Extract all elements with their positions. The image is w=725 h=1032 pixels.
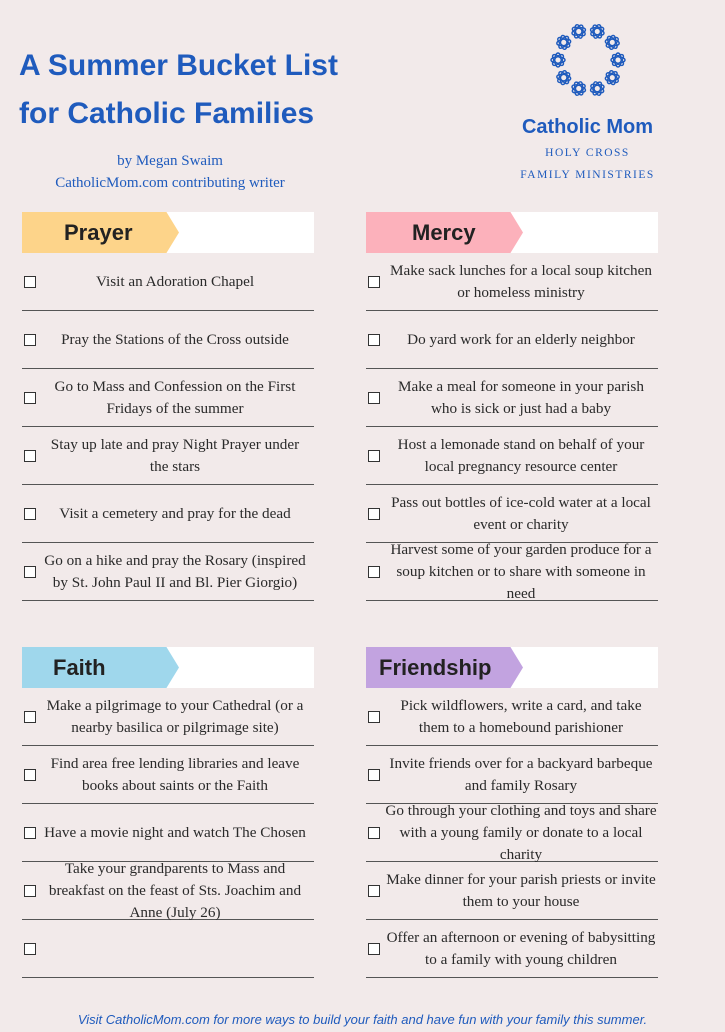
title-line-1: A Summer Bucket List	[19, 49, 338, 82]
checklist-item	[366, 427, 658, 485]
section-banner	[22, 212, 314, 253]
section-label: Friendship	[379, 655, 492, 680]
author: by Megan Swaim	[117, 153, 223, 169]
checklist-item	[22, 253, 314, 311]
checkbox[interactable]	[368, 508, 380, 520]
checkbox[interactable]	[24, 885, 36, 897]
item-text: Find area free lending libraries and leave books about saints or the Faith	[50, 754, 300, 794]
checkbox[interactable]	[368, 827, 380, 839]
checklist	[22, 688, 314, 978]
checklist-item	[22, 427, 314, 485]
item-text: Do yard work for an elderly neighbor	[407, 330, 635, 348]
checklist-item	[366, 746, 658, 804]
checklist-item	[366, 801, 658, 863]
author-role: CatholicMom.com contributing writer	[55, 175, 285, 191]
item-text: Harvest some of your garden produce for a soup kitchen or to share with someone in need	[390, 540, 652, 602]
checkbox[interactable]	[368, 943, 380, 955]
checklist-item	[22, 485, 314, 543]
title-line-2: for Catholic Families	[19, 97, 315, 130]
item-text: Visit an Adoration Chapel	[95, 272, 255, 290]
logo-subtitle-1: HOLY CROSS	[545, 147, 630, 159]
checkbox[interactable]	[24, 827, 36, 839]
checklist-item	[22, 746, 314, 804]
checklist-item	[366, 311, 658, 369]
checkbox[interactable]	[24, 334, 36, 346]
item-text: Go on a hike and pray the Rosary (inspired by St. John Paul II and Bl. Pier Giorgio)	[44, 551, 306, 591]
item-text: Go through your clothing and toys and share with a young family or donate to a local charity	[385, 801, 657, 863]
section-faith	[22, 647, 314, 978]
checklist-item	[22, 311, 314, 369]
checkbox[interactable]	[368, 566, 380, 578]
checklist-item	[22, 543, 314, 601]
checklist	[366, 688, 658, 978]
checkbox[interactable]	[368, 711, 380, 723]
checkbox[interactable]	[24, 450, 36, 462]
item-text: Go to Mass and Confession on the First Fridays of the summer	[54, 377, 296, 417]
page-title	[19, 42, 338, 138]
item-text: Host a lemonade stand on behalf of your local pregnancy resource center	[397, 435, 645, 475]
section-banner	[366, 212, 658, 253]
checklist-item	[22, 804, 314, 862]
item-text: Make dinner for your parish priests or invite them to your house	[386, 870, 656, 910]
checklist-item	[22, 369, 314, 427]
item-text: Make a pilgrimage to your Cathedral (or a nearby basilica or pilgrimage site)	[46, 696, 304, 736]
checklist-item	[366, 920, 658, 978]
checkbox[interactable]	[24, 392, 36, 404]
checkbox[interactable]	[368, 769, 380, 781]
checklist-item	[366, 369, 658, 427]
checkbox[interactable]	[368, 392, 380, 404]
item-text: Pray the Stations of the Cross outside	[61, 330, 289, 348]
checkbox[interactable]	[24, 276, 36, 288]
section-friendship	[366, 647, 658, 978]
section-prayer	[22, 212, 314, 601]
section-mercy	[366, 212, 658, 601]
checklist-item	[366, 253, 658, 311]
checkbox[interactable]	[368, 334, 380, 346]
checkbox[interactable]	[368, 885, 380, 897]
checkbox[interactable]	[24, 943, 36, 955]
item-text: Make sack lunches for a local soup kitchen or homeless ministry	[390, 261, 652, 301]
flower-ring-icon	[544, 16, 632, 104]
item-text: Take your grandparents to Mass and breakfast on the feast of Sts. Joachim and Anne (July 26)	[48, 859, 302, 921]
item-text: Invite friends over for a backyard barbeque and family Rosary	[389, 754, 653, 794]
checkbox[interactable]	[24, 508, 36, 520]
checklist-item	[22, 920, 314, 978]
logo	[500, 16, 675, 183]
item-text: Pass out bottles of ice-cold water at a local event or charity	[391, 493, 651, 533]
checklist-item	[366, 540, 658, 602]
checkbox[interactable]	[24, 711, 36, 723]
logo-name: Catholic Mom	[521, 116, 654, 138]
item-text: Stay up late and pray Night Prayer under the stars	[50, 435, 300, 475]
checkbox[interactable]	[24, 566, 36, 578]
checklist-item	[366, 862, 658, 920]
checklist-item	[366, 688, 658, 746]
checklist-item	[366, 485, 658, 543]
section-banner	[366, 647, 658, 688]
section-label: Faith	[53, 655, 106, 680]
checkbox[interactable]	[24, 769, 36, 781]
byline	[20, 150, 320, 194]
item-text: Offer an afternoon or evening of babysitting to a family with young children	[386, 928, 656, 968]
checklist	[22, 253, 314, 601]
section-banner	[22, 647, 314, 688]
item-text: Pick wildflowers, write a card, and take them to a homebound parishioner	[400, 696, 642, 736]
checklist-item	[22, 859, 314, 921]
checklist	[366, 253, 658, 601]
section-label: Prayer	[64, 220, 133, 245]
checklist-item	[22, 688, 314, 746]
section-label: Mercy	[412, 220, 476, 245]
item-text: Visit a cemetery and pray for the dead	[59, 504, 291, 522]
item-text: Make a meal for someone in your parish who is sick or just had a baby	[398, 377, 644, 417]
footer-note: Visit CatholicMom.com for more ways to build your faith and have fun with your family this summer.	[77, 1012, 648, 1027]
checkbox[interactable]	[368, 276, 380, 288]
logo-subtitle-2: FAMILY MINISTRIES	[520, 169, 655, 181]
checkbox[interactable]	[368, 450, 380, 462]
item-text: Have a movie night and watch The Chosen	[44, 823, 306, 841]
